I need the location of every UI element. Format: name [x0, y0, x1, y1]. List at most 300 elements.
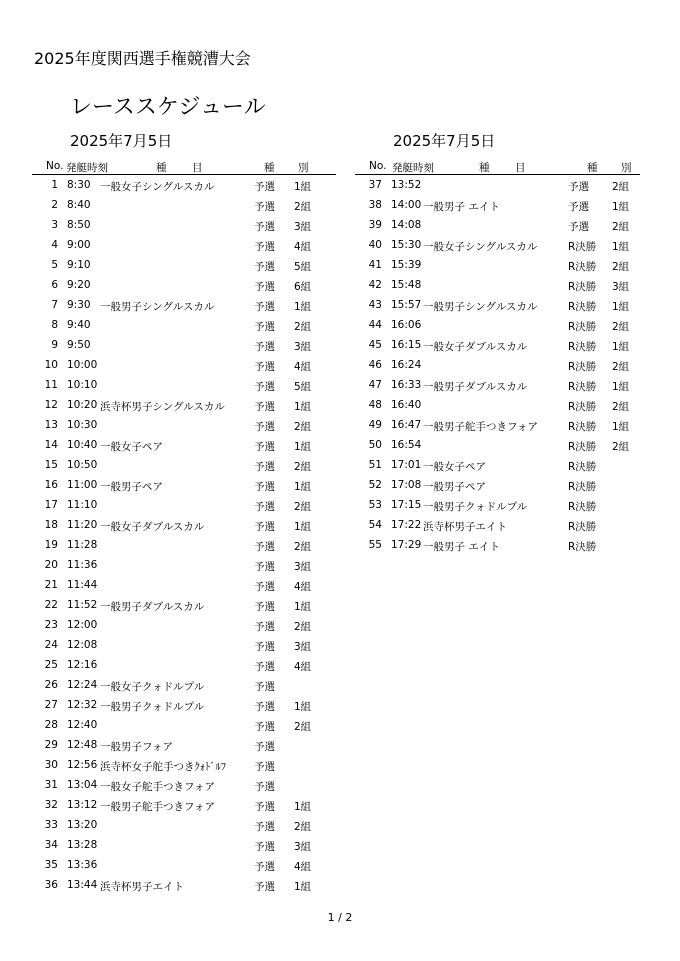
left-table-body: [32, 175, 336, 895]
race-number: 1: [51, 179, 58, 191]
race-number: 10: [44, 359, 58, 371]
start-time: 13:12: [67, 799, 98, 811]
table-row: [32, 835, 336, 855]
start-time: 10:10: [67, 379, 98, 391]
race-type: 予選: [254, 781, 275, 793]
header-event-a: 種: [479, 162, 490, 174]
table-row: [32, 415, 336, 435]
header-type-a: 種: [587, 162, 598, 174]
race-group: 2組: [612, 261, 630, 273]
left-date: 2025年7月5日: [70, 132, 173, 150]
table-row: [32, 195, 336, 215]
race-group: 6組: [294, 281, 312, 293]
event-name: 一般男子クォドルプル: [423, 501, 528, 513]
table-row: [355, 435, 640, 455]
race-number: 14: [44, 439, 58, 451]
table-row: [32, 455, 336, 475]
right-date: 2025年7月5日: [393, 132, 496, 150]
race-number: 41: [368, 259, 382, 271]
start-time: 13:28: [67, 839, 98, 851]
race-number: 50: [368, 439, 382, 451]
race-number: 24: [44, 639, 58, 651]
start-time: 10:50: [67, 459, 98, 471]
race-number: 32: [44, 799, 58, 811]
race-group: 4組: [294, 361, 312, 373]
race-type: 予選: [254, 721, 275, 733]
race-type: 予選: [254, 621, 275, 633]
race-number: 3: [51, 219, 58, 231]
table-header: [32, 157, 336, 175]
race-type: 予選: [254, 841, 275, 853]
start-time: 13:36: [67, 859, 98, 871]
race-group: 2組: [612, 441, 630, 453]
race-type: 予選: [254, 601, 275, 613]
race-type: 予選: [254, 261, 275, 273]
event-name: 一般男子シングルスカル: [100, 301, 215, 313]
event-name: 一般女子シングルスカル: [100, 181, 215, 193]
table-row: [32, 375, 336, 395]
start-time: 17:08: [391, 479, 422, 491]
event-name: 一般女子シングルスカル: [423, 241, 538, 253]
race-group: 4組: [294, 581, 312, 593]
race-number: 8: [51, 319, 58, 331]
race-group: 1組: [612, 201, 630, 213]
table-row: [355, 475, 640, 495]
start-time: 12:32: [67, 699, 98, 711]
start-time: 15:48: [391, 279, 422, 291]
table-row: [355, 375, 640, 395]
event-name: 一般女子ダブルスカル: [423, 341, 528, 353]
start-time: 9:40: [67, 319, 91, 331]
race-type: 予選: [254, 801, 275, 813]
race-group: 1組: [294, 701, 312, 713]
table-row: [32, 495, 336, 515]
race-number: 45: [368, 339, 382, 351]
table-row: [32, 755, 336, 775]
start-time: 15:39: [391, 259, 422, 271]
start-time: 16:06: [391, 319, 422, 331]
table-row: [355, 295, 640, 315]
race-number: 13: [44, 419, 58, 431]
race-type: R決勝: [568, 281, 597, 293]
start-time: 10:20: [67, 399, 98, 411]
race-group: 1組: [612, 301, 630, 313]
race-type: 予選: [254, 461, 275, 473]
race-group: 3組: [294, 341, 312, 353]
race-number: 38: [368, 199, 382, 211]
start-time: 12:56: [67, 759, 98, 771]
table-row: [32, 875, 336, 895]
table-row: [32, 435, 336, 455]
start-time: 12:00: [67, 619, 98, 631]
right-table-body: [355, 175, 640, 555]
race-group: 4組: [294, 661, 312, 673]
race-number: 16: [44, 479, 58, 491]
start-time: 13:52: [391, 179, 422, 191]
race-number: 11: [44, 379, 58, 391]
start-time: 17:01: [391, 459, 422, 471]
race-group: 3組: [294, 221, 312, 233]
start-time: 12:16: [67, 659, 98, 671]
event-name: 一般男子ダブルスカル: [423, 381, 528, 393]
start-time: 17:15: [391, 499, 422, 511]
header-no: No.: [369, 160, 387, 172]
start-time: 12:24: [67, 679, 98, 691]
race-number: 25: [44, 659, 58, 671]
race-number: 31: [44, 779, 58, 791]
race-group: 4組: [294, 861, 312, 873]
race-type: 予選: [568, 181, 589, 193]
table-row: [32, 815, 336, 835]
race-type: 予選: [254, 521, 275, 533]
race-number: 49: [368, 419, 382, 431]
race-group: 1組: [294, 441, 312, 453]
start-time: 10:40: [67, 439, 98, 451]
race-type: 予選: [254, 381, 275, 393]
table-row: [32, 235, 336, 255]
event-name: 一般男子フォア: [100, 741, 173, 753]
header-type-b: 別: [298, 162, 309, 174]
race-group: 3組: [612, 281, 630, 293]
start-time: 16:54: [391, 439, 422, 451]
start-time: 11:10: [67, 499, 98, 511]
start-time: 15:57: [391, 299, 422, 311]
start-time: 11:52: [67, 599, 98, 611]
start-time: 16:33: [391, 379, 422, 391]
race-type: R決勝: [568, 481, 597, 493]
table-row: [32, 295, 336, 315]
race-group: 2組: [612, 401, 630, 413]
race-type: 予選: [254, 581, 275, 593]
race-group: 1組: [294, 181, 312, 193]
race-number: 9: [51, 339, 58, 351]
event-name: 一般女子舵手つきフォア: [100, 781, 215, 793]
race-number: 36: [44, 879, 58, 891]
header-time: 発艇時刻: [66, 162, 108, 174]
start-time: 17:29: [391, 539, 422, 551]
table-row: [32, 535, 336, 555]
race-group: 1組: [612, 241, 630, 253]
table-row: [355, 515, 640, 535]
table-row: [32, 595, 336, 615]
table-row: [32, 615, 336, 635]
race-type: R決勝: [568, 321, 597, 333]
race-group: 1組: [294, 601, 312, 613]
event-name: 一般男子舵手つきフォア: [100, 801, 215, 813]
race-group: 4組: [294, 241, 312, 253]
table-row: [32, 255, 336, 275]
race-number: 35: [44, 859, 58, 871]
start-time: 15:30: [391, 239, 422, 251]
race-type: 予選: [254, 741, 275, 753]
race-type: 予選: [254, 681, 275, 693]
race-number: 26: [44, 679, 58, 691]
event-name: 一般男子ペア: [423, 481, 486, 493]
race-group: 1組: [294, 521, 312, 533]
event-name: 一般男子 エイト: [423, 541, 500, 553]
race-number: 4: [51, 239, 58, 251]
race-number: 47: [368, 379, 382, 391]
table-row: [32, 675, 336, 695]
header-type-a: 種: [264, 162, 275, 174]
race-type: 予選: [254, 481, 275, 493]
race-number: 33: [44, 819, 58, 831]
race-group: 2組: [294, 421, 312, 433]
header-no: No.: [46, 160, 64, 172]
race-number: 44: [368, 319, 382, 331]
race-type: 予選: [254, 881, 275, 893]
table-row: [355, 215, 640, 235]
race-type: 予選: [568, 201, 589, 213]
header-event-b: 目: [192, 162, 203, 174]
table-row: [355, 235, 640, 255]
start-time: 11:28: [67, 539, 98, 551]
table-row: [32, 635, 336, 655]
table-row: [32, 315, 336, 335]
race-type: 予選: [254, 201, 275, 213]
race-type: R決勝: [568, 241, 597, 253]
start-time: 8:40: [67, 199, 91, 211]
race-number: 17: [44, 499, 58, 511]
start-time: 11:44: [67, 579, 98, 591]
race-type: 予選: [254, 501, 275, 513]
race-group: 2組: [294, 461, 312, 473]
race-type: R決勝: [568, 441, 597, 453]
race-group: 2組: [612, 321, 630, 333]
race-group: 2組: [294, 541, 312, 553]
race-group: 2組: [294, 721, 312, 733]
start-time: 17:22: [391, 519, 422, 531]
right-schedule-table: [355, 157, 640, 555]
start-time: 12:08: [67, 639, 98, 651]
race-group: 1組: [294, 301, 312, 313]
race-group: 1組: [294, 881, 312, 893]
race-type: 予選: [254, 861, 275, 873]
race-number: 19: [44, 539, 58, 551]
table-row: [355, 395, 640, 415]
race-type: R決勝: [568, 541, 597, 553]
table-row: [32, 475, 336, 495]
start-time: 14:00: [391, 199, 422, 211]
race-type: R決勝: [568, 341, 597, 353]
start-time: 9:50: [67, 339, 91, 351]
start-time: 16:15: [391, 339, 422, 351]
race-number: 21: [44, 579, 58, 591]
table-row: [355, 175, 640, 195]
race-group: 2組: [294, 201, 312, 213]
table-row: [32, 395, 336, 415]
race-number: 43: [368, 299, 382, 311]
race-number: 28: [44, 719, 58, 731]
race-type: 予選: [568, 221, 589, 233]
table-row: [355, 495, 640, 515]
race-group: 2組: [294, 821, 312, 833]
race-group: 1組: [294, 401, 312, 413]
race-group: 1組: [612, 381, 630, 393]
start-time: 11:00: [67, 479, 98, 491]
race-number: 18: [44, 519, 58, 531]
table-row: [355, 535, 640, 555]
race-number: 5: [51, 259, 58, 271]
race-number: 53: [368, 499, 382, 511]
race-type: R決勝: [568, 521, 597, 533]
start-time: 9:10: [67, 259, 91, 271]
race-number: 48: [368, 399, 382, 411]
start-time: 16:47: [391, 419, 422, 431]
event-name: 一般男子シングルスカル: [423, 301, 538, 313]
race-type: R決勝: [568, 501, 597, 513]
table-row: [32, 655, 336, 675]
table-row: [32, 175, 336, 195]
schedule-heading: レーススケジュール: [70, 95, 266, 120]
event-name: 浜寺杯女子舵手つきｸｫﾄﾞﾙﾌ: [100, 761, 226, 773]
start-time: 12:40: [67, 719, 98, 731]
start-time: 8:50: [67, 219, 91, 231]
event-name: 一般男子ダブルスカル: [100, 601, 205, 613]
race-group: 2組: [612, 221, 630, 233]
race-group: 1組: [294, 481, 312, 493]
race-type: R決勝: [568, 361, 597, 373]
start-time: 9:20: [67, 279, 91, 291]
race-number: 46: [368, 359, 382, 371]
race-type: 予選: [254, 641, 275, 653]
start-time: 8:30: [67, 179, 91, 191]
race-type: R決勝: [568, 421, 597, 433]
race-number: 27: [44, 699, 58, 711]
race-number: 42: [368, 279, 382, 291]
race-type: R決勝: [568, 301, 597, 313]
table-row: [32, 555, 336, 575]
start-time: 10:00: [67, 359, 98, 371]
page-number: 1 / 2: [327, 911, 353, 924]
race-number: 39: [368, 219, 382, 231]
race-number: 40: [368, 239, 382, 251]
race-group: 2組: [294, 321, 312, 333]
table-row: [355, 355, 640, 375]
race-type: 予選: [254, 181, 275, 193]
table-row: [355, 195, 640, 215]
race-number: 12: [44, 399, 58, 411]
race-type: 予選: [254, 441, 275, 453]
start-time: 13:20: [67, 819, 98, 831]
start-time: 14:08: [391, 219, 422, 231]
race-number: 55: [368, 539, 382, 551]
left-schedule-table: [32, 157, 336, 895]
start-time: 9:30: [67, 299, 91, 311]
race-number: 6: [51, 279, 58, 291]
race-group: 1組: [612, 341, 630, 353]
race-number: 52: [368, 479, 382, 491]
event-name: 一般女子ペア: [423, 461, 486, 473]
race-number: 51: [368, 459, 382, 471]
race-group: 2組: [612, 361, 630, 373]
race-number: 20: [44, 559, 58, 571]
event-name: 浜寺杯男子シングルスカル: [100, 401, 225, 413]
race-number: 22: [44, 599, 58, 611]
race-type: R決勝: [568, 401, 597, 413]
start-time: 16:40: [391, 399, 422, 411]
race-group: 5組: [294, 381, 312, 393]
event-name: 一般男子クォドルプル: [100, 701, 205, 713]
race-type: 予選: [254, 241, 275, 253]
race-type: 予選: [254, 281, 275, 293]
event-name: 一般男子 エイト: [423, 201, 500, 213]
race-number: 7: [51, 299, 58, 311]
header-type-b: 別: [621, 162, 632, 174]
table-row: [32, 775, 336, 795]
table-row: [32, 575, 336, 595]
event-name: 一般男子ペア: [100, 481, 163, 493]
race-type: R決勝: [568, 381, 597, 393]
race-number: 30: [44, 759, 58, 771]
table-row: [32, 335, 336, 355]
table-row: [32, 515, 336, 535]
race-type: R決勝: [568, 261, 597, 273]
race-type: 予選: [254, 321, 275, 333]
race-group: 2組: [612, 181, 630, 193]
start-time: 11:20: [67, 519, 98, 531]
race-type: R決勝: [568, 461, 597, 473]
table-row: [355, 255, 640, 275]
race-type: 予選: [254, 541, 275, 553]
header-event-a: 種: [156, 162, 167, 174]
race-type: 予選: [254, 361, 275, 373]
start-time: 12:48: [67, 739, 98, 751]
race-group: 2組: [294, 501, 312, 513]
race-type: 予選: [254, 761, 275, 773]
start-time: 10:30: [67, 419, 98, 431]
race-type: 予選: [254, 301, 275, 313]
event-name: 浜寺杯男子エイト: [423, 521, 507, 533]
event-name: 一般男子舵手つきフォア: [423, 421, 538, 433]
table-row: [32, 355, 336, 375]
race-number: 29: [44, 739, 58, 751]
table-row: [32, 715, 336, 735]
race-group: 3組: [294, 641, 312, 653]
table-header: [355, 157, 640, 175]
document-title: 2025年度関西選手権競漕大会: [34, 49, 251, 68]
table-row: [32, 215, 336, 235]
table-row: [355, 415, 640, 435]
start-time: 13:44: [67, 879, 98, 891]
race-group: 1組: [612, 421, 630, 433]
start-time: 16:24: [391, 359, 422, 371]
table-row: [355, 455, 640, 475]
event-name: 一般女子クォドルプル: [100, 681, 205, 693]
table-row: [32, 275, 336, 295]
race-number: 54: [368, 519, 382, 531]
event-name: 一般女子ペア: [100, 441, 163, 453]
event-name: 一般女子ダブルスカル: [100, 521, 205, 533]
race-number: 34: [44, 839, 58, 851]
race-group: 5組: [294, 261, 312, 273]
race-group: 2組: [294, 621, 312, 633]
race-type: 予選: [254, 221, 275, 233]
start-time: 13:04: [67, 779, 98, 791]
start-time: 9:00: [67, 239, 91, 251]
race-type: 予選: [254, 341, 275, 353]
race-number: 15: [44, 459, 58, 471]
table-row: [32, 795, 336, 815]
table-row: [355, 335, 640, 355]
table-row: [32, 855, 336, 875]
race-group: 3組: [294, 841, 312, 853]
race-group: 1組: [294, 801, 312, 813]
start-time: 11:36: [67, 559, 98, 571]
race-type: 予選: [254, 821, 275, 833]
table-row: [32, 735, 336, 755]
race-number: 23: [44, 619, 58, 631]
